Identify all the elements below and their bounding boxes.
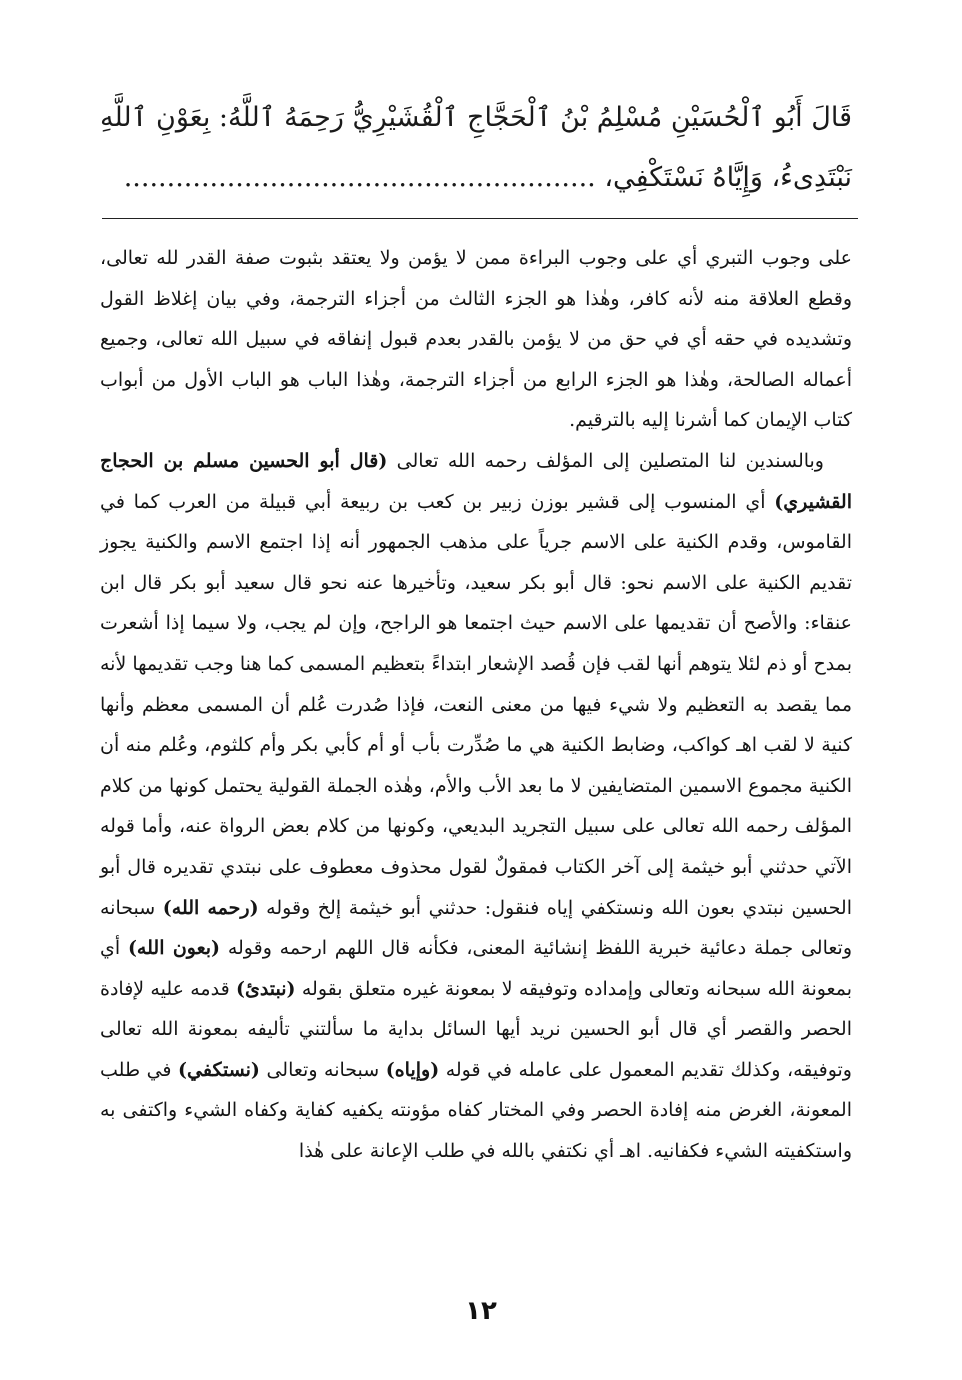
quoted-matn-iyyahu: (وإياه)	[385, 1058, 440, 1081]
paragraph-2-part-h: في طلب المعونة، الغرض منه إفادة الحصر وفي المختار كفاه مؤونته يكفيه كفاية وكفاه الشيء واكتفى به واستكفيته الشيء فكفانيه. اهـ أي نكتفي بالله في طلب الإعانة على هٰذا	[100, 1058, 852, 1163]
commentary-body	[100, 238, 852, 1172]
hadith-dots: .......................................................	[123, 162, 596, 193]
quoted-matn-nabtadi: (نبتدئ)	[235, 977, 296, 1000]
quoted-matn-rahimahullah: (رحمه الله)	[162, 896, 259, 919]
quoted-matn-author: (قال أبو الحسين مسلم بن الحجاج القشيري)	[100, 449, 852, 513]
hadith-text: قَالَ أَبُو ٱلْحُسَيْنِ مُسْلِمُ بْنُ ٱلْحَجَّاجِ ٱلْقُشَيْرِيُّ رَحِمَهُ ٱللَّهُ: بِعَوْنِ ٱللَّهِ نَبْتَدِىءُ، وَإِيَّاهُ نَسْتَكْفِي،	[99, 102, 852, 193]
paragraph-2-intro: وبالسندين لنا المتصلين إلى المؤلف رحمه الله تعالى	[387, 449, 824, 472]
header-divider	[102, 218, 858, 219]
commentary-paragraph-1	[100, 238, 852, 441]
commentary-paragraph-2	[100, 441, 852, 1172]
paragraph-2-part-d: سبحانه وتعالى جملة دعائية خبرية اللفظ إنشائية المعنى، فكأنه قال اللهم ارحمه وقوله	[100, 896, 852, 960]
page-number: ١٢	[465, 1296, 497, 1326]
paragraph-2-part-e: أي بمعونة الله سبحانه وتعالى وإمداده وتوفيقه لا بمعونة غيره متعلق بقوله	[100, 937, 852, 1000]
quoted-matn-biawnillah: (بعون الله)	[127, 937, 221, 960]
paragraph-2-part-f: قدمه عليه لإفادة الحصر والقصر أي قال أبو الحسين نريد أيها السائل بداية ما سألتني تأليفه بمعونة الله تعالى وتوفيقه، وكذلك تقديم المعمول على عامله في قوله	[100, 977, 852, 1081]
paragraph-2-part-g: سبحانه وتعالى	[259, 1058, 386, 1081]
quoted-matn-nastakfi: (نستكفي)	[178, 1058, 260, 1081]
paragraph-1-text: على وجوب التبري أي على وجوب البراءة ممن لا يؤمن ولا يعتقد بثبوت صفة القدر لله تعالى، وقطع العلاقة منه لأنه كافر، وهٰذا هو الجزء الثالث من أجزاء الترجمة، وفي بيان إغلاظ القول وتشديده في حقه أي في حق من لا يؤمن بالقدر بعدم قبول إنفاقه في سبيل الله تعالى، وجميع أعماله الصالحة، وهٰذا هو الجزء الرابع من أجزاء الترجمة، وهٰذا الباب هو الباب الأول من أبواب كتاب الإيمان كما أشرنا إليه بالترقيم.	[100, 247, 852, 432]
hadith-header	[100, 88, 852, 208]
paragraph-2-part-c: أي المنسوب إلى قشير بوزن زبير بن كعب بن ربيعة أبي قبيلة من العرب كما في القاموس، وقدم الكنية على الاسم جرياً على مذهب الجمهور أنه إذا اجتمع الاسم والكنية يجوز تقديم الكنية على الاسم نحو: قال أبو بكر سعيد، وتأخيرها عنه نحو قال سعيد أبو بكر قال ابن عنقاء: والأصح أن تقديمها على الاسم حيث اجتمعا هو الراجح، وإن لم يجب، ولا سيما إذا أشعرت بمدح أو ذم لئلا يتوهم أنها لقب فإن قُصد الإشعار ابتداءً بتعظيم المسمى كما هنا وجب تقديمها لأنه مما يقصد به التعظيم ولا شيء فيها من معنى النعت، فإذا صُدرت عُلم أن المسمى معظم وأنها كنية لا لقب اهـ كواكب، وضابط الكنية هي ما صُدِّرت بأب أو أم كأبي بكر وأم كلثوم، وعُلم منه أن الكنية مجموع الاسمين المتضايفين لا ما بعد الأب والأم، وهٰذه الجملة القولية يحتمل كونها من كلام المؤلف رحمه الله تعالى على سبيل التجريد البديعي، وكونها من كلام بعض الرواة عنه، وأما قوله الآتي حدثني أبو خيثمة إلى آخر الكتاب فمقولٌ لقول محذوف معطوف على نبتدي تقديره قال أبو الحسين نبتدي بعون الله ونستكفي إياه فنقول: حدثني أبو خيثمة إلخ وقوله	[100, 490, 853, 919]
